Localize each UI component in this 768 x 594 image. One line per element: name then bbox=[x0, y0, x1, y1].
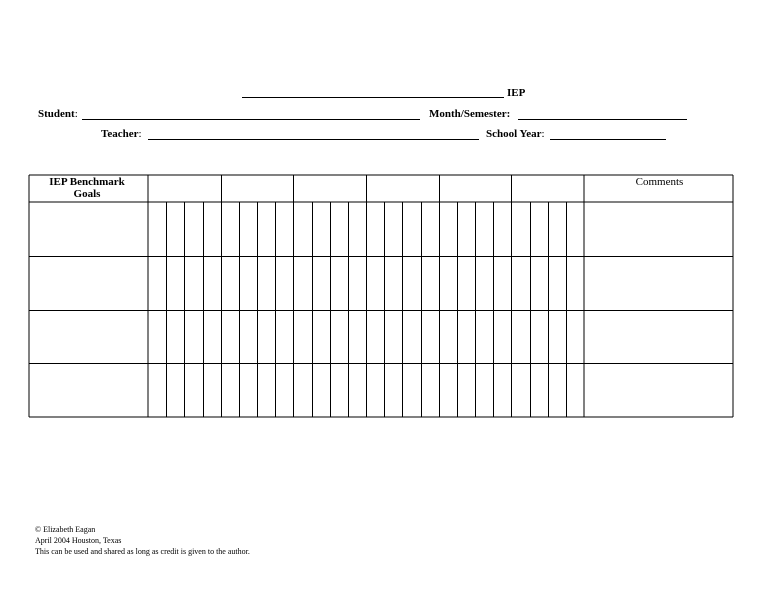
comments-header: Comments bbox=[635, 176, 684, 188]
iep-title: IEP bbox=[507, 87, 526, 99]
school-year-label: School Year: bbox=[486, 128, 545, 140]
school-year-line[interactable] bbox=[550, 139, 666, 140]
footer-date-place: April 2004 Houston, Texas bbox=[35, 536, 122, 545]
student-label: Student: bbox=[38, 108, 78, 120]
month-semester-label: Month/Semester: bbox=[429, 108, 511, 120]
footer bbox=[35, 524, 250, 557]
student-line[interactable] bbox=[82, 119, 420, 120]
goals-header: IEP Benchmark Goals bbox=[49, 176, 125, 200]
iep-title-line[interactable] bbox=[242, 97, 504, 98]
footer-usage: This can be used and shared as long as credit is given to the author. bbox=[35, 547, 250, 556]
teacher-label: Teacher: bbox=[101, 128, 142, 140]
month-semester-line[interactable] bbox=[518, 119, 687, 120]
teacher-line[interactable] bbox=[148, 139, 479, 140]
footer-copyright: © Elizabeth Eagan bbox=[35, 525, 96, 534]
